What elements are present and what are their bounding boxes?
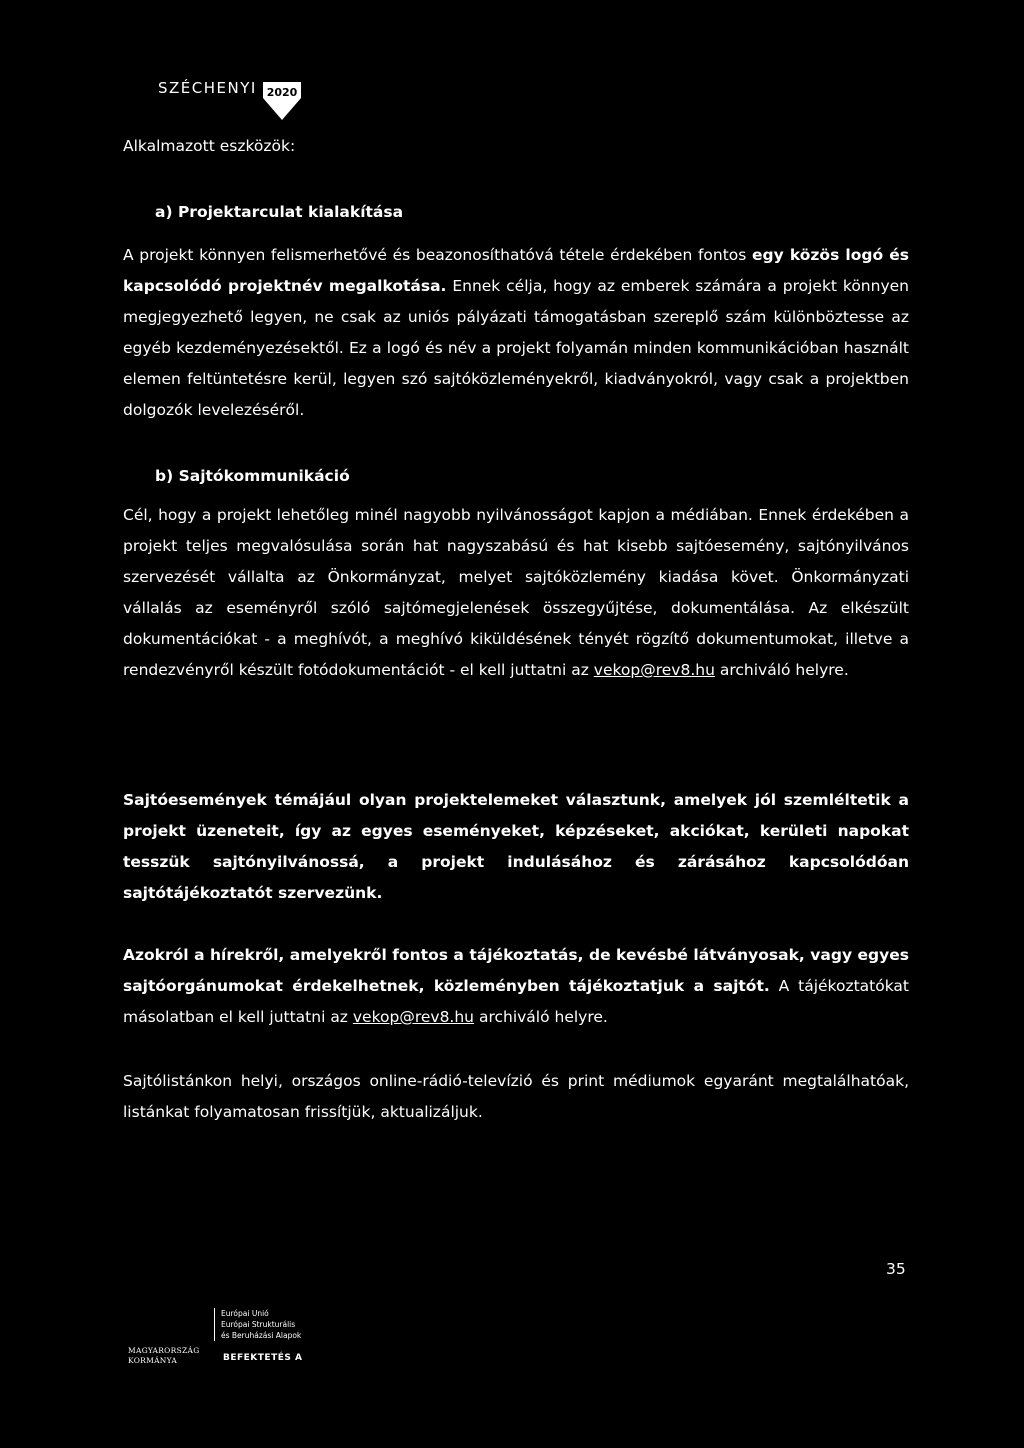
logo-badge: 2020 [266,86,298,99]
page-number: 35 [886,1260,906,1278]
section-b-paragraph-2: Sajtóesemények témájául olyan projektelemeket választunk, amelyek jól szemléltetik a projekt üzeneteit, így az egyes eseményeket, képzéseket, akciókat, kerületi napokat tesszük sajtónyilvánossá, a projekt indulásához és zárásához kapcsolódóan sajtótájékoztatót szervezünk. [123,791,909,902]
section-b-body-2 [123,785,909,909]
section-b-paragraph-1 [123,500,909,686]
text-run: Cél, hogy a projekt lehetőleg minél nagyobb nyilvánosságot kapjon a médiában. Ennek érdekében a projekt teljes megvalósulása során hat nagyszabású és hat kisebb sajtóesemény, sajtónyilvános szervezését vállalta az Önkormányzat, melyet sajtóközlemény kiadása követ. Önkormányzati vállalás az eseményről szóló sajtómegjelenések összegyűjtése, dokumentálása. Az elkészült dokumentációkat - a meghívót, a meghívó kiküldésének tényét rögzítő dokumentumokat, illetve a rendezvényről készült fotódokumentációt - el kell juttatni az [123,506,909,679]
invest-slogan: BEFEKTETÉS A [223,1353,303,1363]
section-a-paragraph [123,240,909,426]
gov-line: MAGYARORSZÁG [128,1346,200,1355]
section-b-body-4 [123,1066,909,1128]
szechenyi-2020-logo [158,76,303,122]
email-link[interactable]: vekop@rev8.hu [352,1008,475,1026]
section-b-paragraph-4: Sajtólistánkon helyi, országos online-rádió-televízió és print médiumok egyaránt megtalálhatóak, listánkat folyamatosan frissítjük, aktualizáljuk. [123,1072,909,1121]
section-a-heading: a) Projektarculat kialakítása [155,203,404,221]
text-run: A tájékoztatókat másolatban el kell juttatni az [123,977,909,1026]
section-a-body [123,240,909,426]
government-logo [128,1346,200,1366]
intro-label: Alkalmazott eszközök: [123,137,296,155]
eu-funds-logo [214,1308,301,1341]
text-run: archiváló helyre. [714,661,849,679]
email-link[interactable]: vekop@rev8.hu [593,661,715,679]
eu-line: Európai Strukturális [221,1320,296,1329]
logo-text: SZÉCHENYI [158,79,257,97]
section-b-paragraph-3 [123,940,909,1033]
bold-run: Azokról a hírekről, amelyekről fontos a tájékoztatás, de kevésbé látványosak, vagy egyes sajtóorgánumokat érdekelhetnek, közleményben tájékoztatjuk a sajtót. [123,946,909,995]
text-run: A projekt könnyen felismerhetővé és beazonosíthatóvá tétele érdekében fontos [123,246,753,264]
text-run: archiváló helyre. [474,1008,608,1026]
section-b-body-3 [123,940,909,1033]
text-run: Ennek célja, hogy az emberek számára a projekt könnyen megjegyezhető legyen, ne csak az uniós pályázati támogatásban szereplő szám különböztesse az egyéb kezdeményezésektől. Ez a logó és név a projekt folyamán minden kommunikációban használt elemen feltüntetésre kerül, legyen szó sajtóközleményekről, kiadványokról, vagy csak a projektben dolgozók levelezéséről. [123,277,909,419]
logo-shield-icon [261,76,303,122]
bold-run: egy közös logó és kapcsolódó projektnév megalkotása. [123,246,909,295]
section-b-heading: b) Sajtókommunikáció [155,467,350,485]
section-b-body [123,500,909,686]
eu-line: Európai Unió [221,1309,269,1318]
gov-line: KORMÁNYA [128,1356,178,1365]
eu-line: és Beruházási Alapok [221,1331,302,1340]
